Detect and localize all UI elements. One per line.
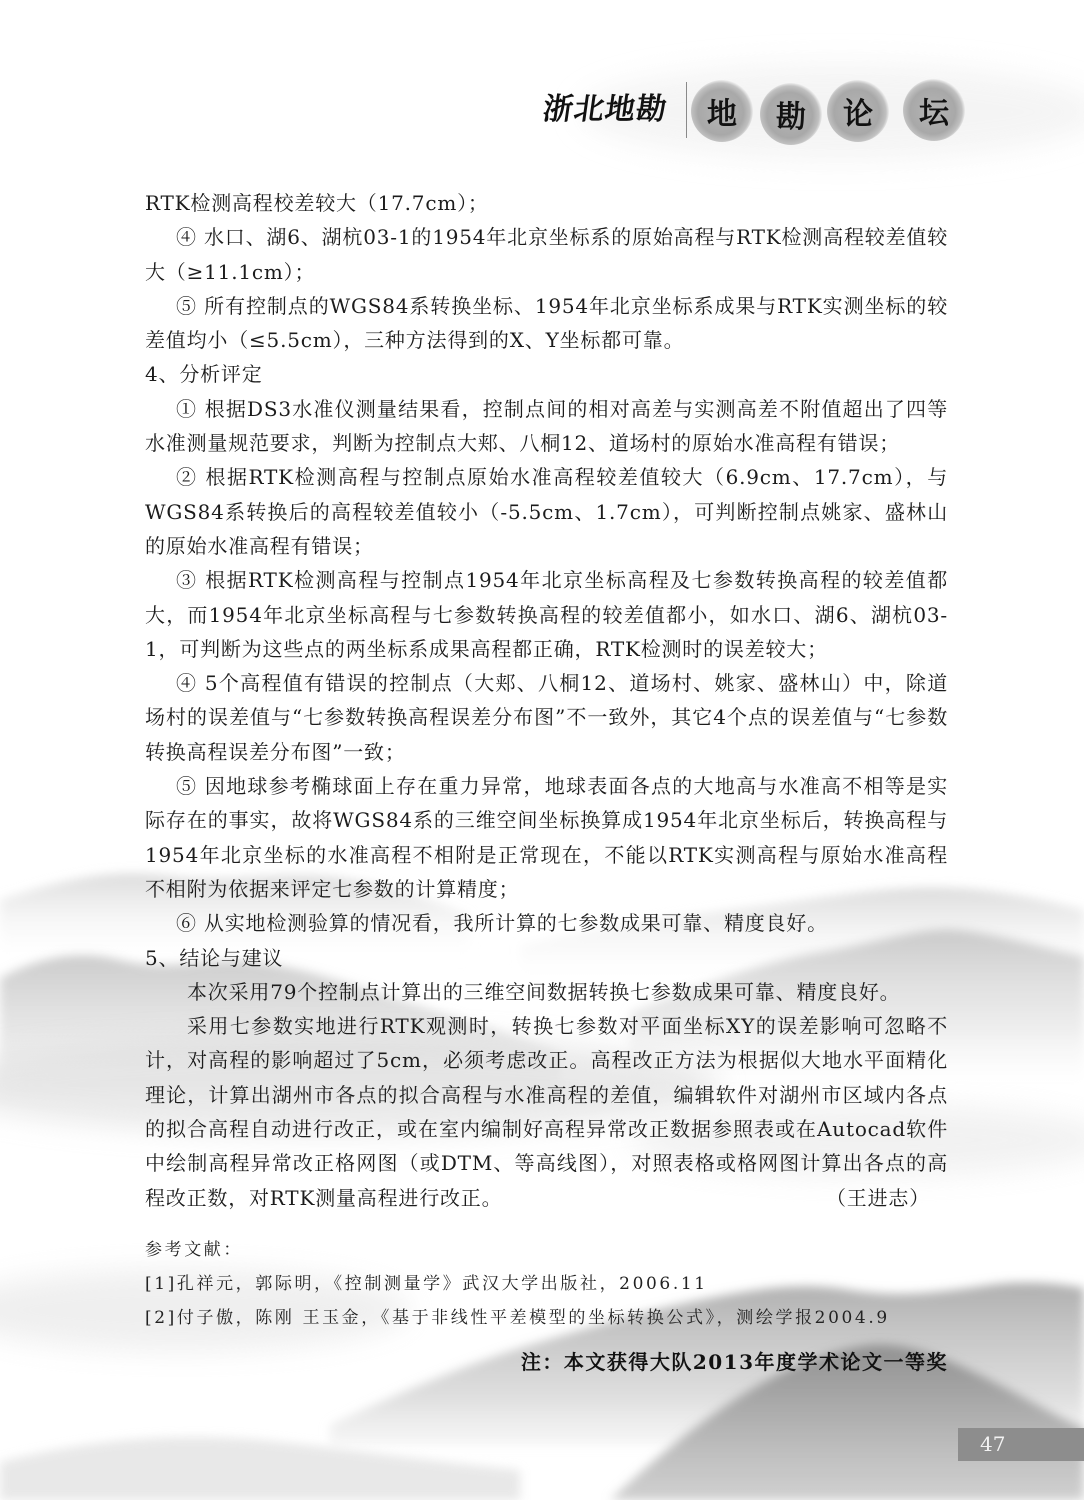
column-title-char: 坛 xyxy=(903,79,965,141)
list-item: ① 根据DS3水准仪测量结果看，控制点间的相对高差与实测高差不附值超出了四等水准测量规范要求，判断为控制点大郏、八桐12、道场村的原始水准高程有错误； xyxy=(145,396,948,456)
list-item: ④ 水口、湖6、湖杭03-1的1954年北京坐标系的原始高程与RTK检测高程较差值较大（≥11.1cm）； xyxy=(145,225,948,284)
list-item: ⑤ 因地球参考椭球面上存在重力异常，地球表面各点的大地高与水准高不相等是实际存在的事实，故将WGS84系的三维空间坐标换算成1954年北京坐标后，转换高程与1954年北京坐标的水准高程不相附是正常现在，不能以RTK实测高程与原始水准高程不相附为依据来评定七参数的计算精度； xyxy=(145,774,948,901)
section-heading: 4、分析评定 xyxy=(145,362,263,387)
list-item: ⑥ 从实地检测验算的情况看，我所计算的七参数成果可靠、精度良好。 xyxy=(176,911,828,936)
column-title-char: 勘 xyxy=(760,83,822,145)
journal-brand: 浙北地勘 xyxy=(540,92,670,127)
header-divider xyxy=(686,82,687,138)
paragraph: RTK检测高程校差较大（17.7cm）； xyxy=(145,191,489,215)
page-header xyxy=(0,0,1084,160)
paragraph-text: 采用七参数实地进行RTK观测时，转换七参数对平面坐标XY的误差影响可忽略不计，对高程的影响超过了5cm，必须考虑改正。高程改正方法为根据似大地水平面精化理论，计算出湖州市各点的拟合高程与水准高程的差值，编辑软件对湖州市区域内各点的拟合高程自动进行改正，或在室内编制好高程异常改正数据参照表或在Autocad软件中绘制高程异常改正格网图（或DTM、等高线图），对照表格或格网图计算出各点的高程改正数，对RTK测量高程进行改正。 xyxy=(145,1014,948,1210)
paragraph xyxy=(145,1009,948,1215)
article-body xyxy=(145,186,948,1215)
reference-item: [2]付子傲，陈刚 王玉金，《基于非线性平差模型的坐标转换公式》，测绘学报2004.9 xyxy=(145,1308,890,1328)
references xyxy=(145,1233,965,1335)
column-title-char: 论 xyxy=(827,80,889,142)
list-item: ③ 根据RTK检测高程与控制点1954年北京坐标高程及七参数转换高程的较差值都大，而1954年北京坐标高程与七参数转换高程的较差值都小，如水口、湖6、湖杭03-1，可判断为这些点的两坐标系成果高程都正确，RTK检测时的误差较大； xyxy=(145,568,948,661)
paragraph: 本次采用79个控制点计算出的三维空间数据转换七参数成果可靠、精度良好。 xyxy=(187,979,901,1004)
author-name: （王进志） xyxy=(826,1185,930,1210)
list-item: ⑤ 所有控制点的WGS84系转换坐标、1954年北京坐标系成果与RTK实测坐标的较差值均小（≤5.5cm），三种方法得到的X、Y坐标都可靠。 xyxy=(145,293,948,353)
award-note: 注：本文获得大队2013年度学术论文一等奖 xyxy=(520,1350,948,1374)
references-heading: 参考文献： xyxy=(145,1240,243,1260)
list-item: ② 根据RTK检测高程与控制点原始水准高程较差值较大（6.9cm、17.7cm），与WGS84系转换后的高程较差值较小（-5.5cm、1.7cm），可判断控制点姚家、盛林山的原始水准高程有错误； xyxy=(145,465,948,558)
column-title-char: 地 xyxy=(691,80,753,142)
list-item: ④ 5个高程值有错误的控制点（大郏、八桐12、道场村、姚家、盛林山）中，除道场村的误差值与“七参数转换高程误差分布图”不一致外，其它4个点的误差值与“七参数转换高程误差分布图”一致； xyxy=(145,671,948,764)
section-heading: 5、结论与建议 xyxy=(145,945,284,970)
page-number: 47 xyxy=(980,1432,1006,1456)
reference-item: [1]孔祥元，郭际明，《控制测量学》武汉大学出版社，2006.11 xyxy=(145,1274,708,1294)
page-number-box xyxy=(958,1428,1084,1461)
